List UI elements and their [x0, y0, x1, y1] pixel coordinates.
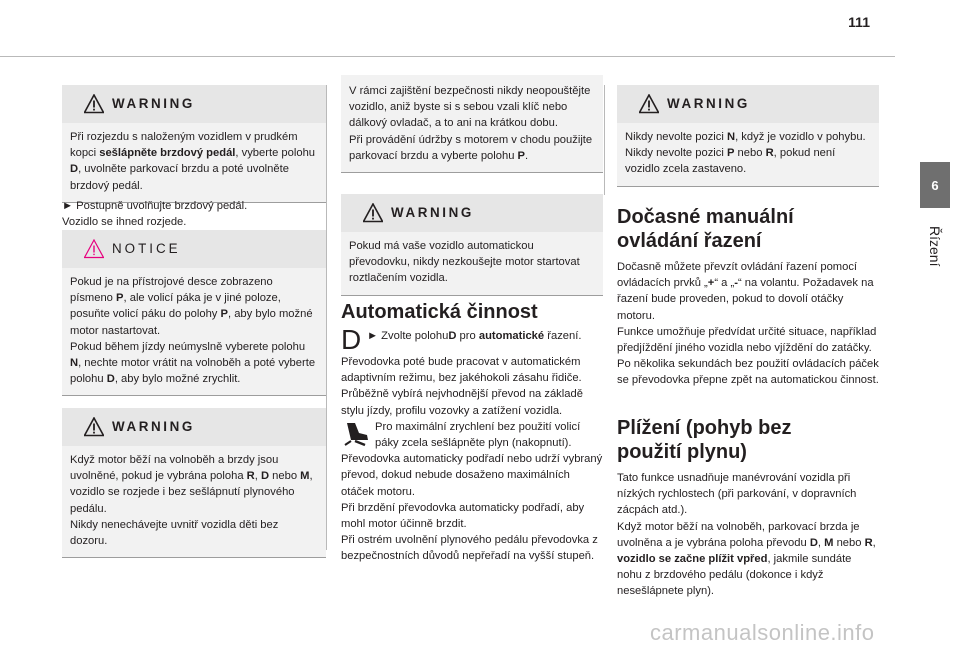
- chapter-tab[interactable]: [920, 162, 950, 208]
- warning-header: [62, 408, 326, 446]
- step-release-brake: ► Postupně uvolňujte brzdový pedál. Vozidlo se ihned rozjede.: [62, 200, 248, 229]
- warning-triangle-icon: [84, 94, 104, 114]
- column-divider-1: [326, 85, 327, 550]
- gear-d-symbol: D: [341, 328, 362, 354]
- paragraph-manual-takeover: Dočasně můžete převzít ovládání řazení pomocí ovládacích prvků „+“ a „-“ na volantu. Požadavek na řazení bude proveden, pokud to dovolí otáčky motoru.: [617, 261, 874, 322]
- warning-triangle-icon: [84, 417, 104, 437]
- paragraph-downshift: Převodovka automaticky podřadí nebo udrží vybraný převod, dokud nebude dosaženo maximálních otáček motoru.: [341, 453, 603, 498]
- warning-paragraph-2: Nikdy nenechávejte uvnitř vozidla děti bez dozoru.: [70, 518, 279, 548]
- column-divider-2: [604, 85, 605, 195]
- notice-title: NOTICE: [112, 240, 181, 256]
- warning-box-4: [617, 85, 879, 187]
- warning-header: [341, 194, 603, 232]
- automatic-section: [341, 300, 603, 565]
- warning-paragraph-2: Nikdy nevolte pozici P nebo R, pokud není vozidlo zcela zastaveno.: [625, 147, 836, 176]
- page-number: 111: [848, 14, 870, 30]
- top-rule: [0, 56, 895, 57]
- creep-section: [617, 416, 879, 600]
- paragraph-adaptive: Převodovka poté bude pracovat v automatickém adaptivním režimu, bez jakéhokoli zásahu řidiče.: [341, 356, 582, 385]
- safety-note-paragraph-2: Při provádění údržby s motorem v chodu použijte parkovací brzdu a vyberte polohu P.: [349, 133, 593, 162]
- manual-control-section: [617, 205, 879, 389]
- paragraph-anticipate: Funkce umožňuje předvídat určité situace, například předjíždění jiného vozidla nebo vjíždění do zatáčky.: [617, 325, 877, 355]
- chapter-number: 6: [931, 177, 939, 193]
- warning-title: WARNING: [667, 95, 750, 111]
- paragraph-best-gear: Průběžně vybírá nejvhodnější převod na základě stylu jízdy, profilu vozovky a zatížení vozidla.: [341, 388, 583, 417]
- warning-header: [62, 85, 326, 123]
- warning-header: [617, 85, 879, 123]
- warning-triangle-icon: [363, 203, 383, 223]
- section-heading: Automatická činnost: [341, 301, 538, 323]
- chapter-label: Řízení: [927, 226, 943, 267]
- warning-box-2: [62, 408, 326, 558]
- warning-box-1: [62, 85, 326, 203]
- notice-triangle-icon: [84, 239, 104, 259]
- paragraph-creep-detail: Když motor běží na volnoběh, parkovací brzda je uvolněna a je vybrána poloha převodu D, M nebo R, vozidlo se začne plížit vpřed, jakmile sundáte nohu z brzdového pedálu (dokonce i když nesešlápnete plyn).: [617, 520, 876, 598]
- notice-header: [62, 230, 326, 268]
- section-heading: Plížení (pohyb bez použití plynu): [617, 417, 792, 463]
- warning-title: WARNING: [112, 418, 195, 434]
- warning-title: WARNING: [391, 204, 474, 220]
- section-heading: Dočasné manuální ovládání řazení: [617, 206, 794, 252]
- warning-triangle-icon: [639, 94, 659, 114]
- warning-text: Pokud má vaše vozidlo automatickou převodovku, nikdy nezkoušejte motor startovat roztlačením vozidla.: [349, 240, 580, 285]
- safety-note-paragraph-1: V rámci zajištění bezpečnosti nikdy neopouštějte vozidlo, aniž byste si s sebou vzali klíč nebo dálkový ovladač, a to ani na krátkou dobu.: [349, 85, 591, 130]
- step-select-d: ► Zvolte polohuD pro automatické řazení.: [367, 330, 582, 342]
- paragraph-kickdown: Pro maximální zrychlení bez použití volicí páky zcela sešlápněte plyn (nakopnutí).: [375, 420, 581, 450]
- warning-paragraph-1: Nikdy nevolte pozici N, když je vozidlo v pohybu.: [625, 131, 866, 143]
- notice-paragraph-2: Pokud během jízdy neúmyslně vyberete polohu N, nechte motor vrátit na volnoběh a poté vyberte polohu D, aby bylo možné zrychlit.: [70, 340, 316, 386]
- paragraph-release-throttle: Při ostrém uvolnění plynového pedálu převodovka z bezpečnostních důvodů nepřeřadí na vyšší stupeň.: [341, 534, 598, 563]
- notice-box: [62, 230, 326, 396]
- pedal-kickdown-icon: [341, 419, 373, 449]
- warning-box-3: [341, 194, 603, 296]
- warning-text: Při rozjezdu s naloženým vozidlem v prudkém kopci sešlápněte brzdový pedál, vyberte polohu D, uvolněte parkovací brzdu a poté uvolněte brzdový pedál.: [70, 131, 316, 192]
- warning-title: WARNING: [112, 95, 195, 111]
- watermark: carmanualsonline.info: [650, 620, 875, 645]
- paragraph-creep-intro: Tato funkce usnadňuje manévrování vozidla při nízkých rychlostech (při parkování, v dopravních zácpách atd.).: [617, 472, 857, 517]
- notice-paragraph-1: Pokud je na přístrojové desce zobrazeno písmeno P, ale volicí páka je v jiné poloze, posuňte volicí páku do polohy P, aby bylo možné motor nastartovat.: [70, 276, 313, 337]
- paragraph-return-auto: Po několika sekundách bez použití ovládacích páček se převodovka přepne zpět na automatickou činnost.: [617, 358, 879, 387]
- safety-note-box: [341, 75, 603, 173]
- warning-paragraph-1: Když motor běží na volnoběh a brzdy jsou uvolněné, pokud je vybrána poloha R, D nebo M, vozidlo se rozjede i bez sešlápnutí plynového pedálu.: [70, 454, 313, 515]
- paragraph-engine-brake: Při brzdění převodovka automaticky podřadí, aby mohl motor účinně brzdit.: [341, 501, 585, 531]
